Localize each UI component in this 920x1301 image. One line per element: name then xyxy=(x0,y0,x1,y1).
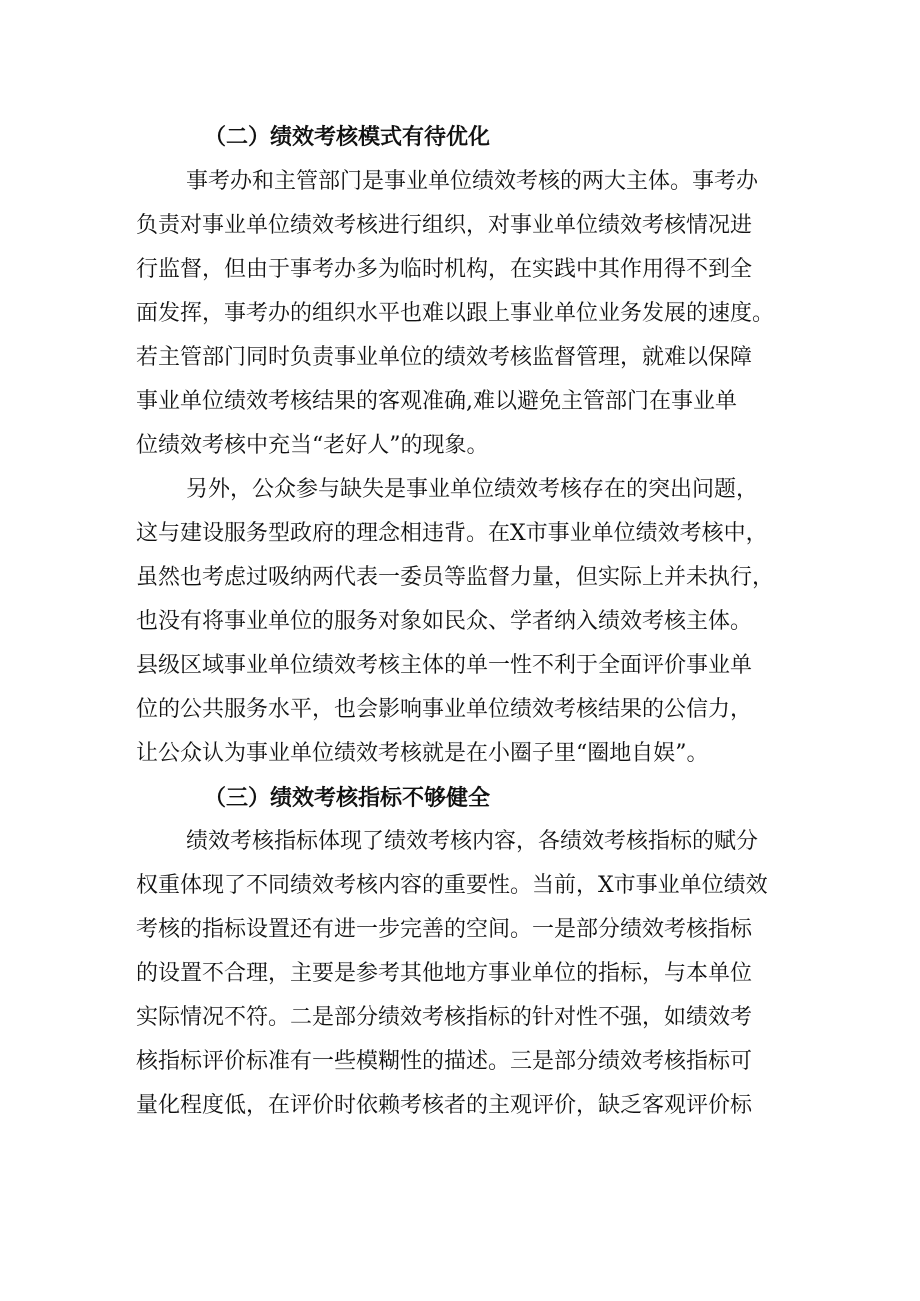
paragraph-line: 量化程度低，在评价时依赖考核者的主观评价，缺乏客观评价标 xyxy=(136,1093,753,1118)
paragraph-line: 权重体现了不同绩效考核内容的重要性。当前，X市事业单位绩效 xyxy=(136,873,768,898)
paragraph-line: 考核的指标设置还有进一步完善的空间。一是部分绩效考核指标 xyxy=(136,917,753,942)
section-heading-2: （二）绩效考核模式有待优化 xyxy=(204,124,491,150)
paragraph-line: 县级区域事业单位绩效考核主体的单一性不利于全面评价事业单 xyxy=(136,653,753,678)
paragraph-line: 若主管部门同时负责事业单位的绩效考核监督管理，就难以保障 xyxy=(136,345,753,370)
paragraph-line: 面发挥，事考办的组织水平也难以跟上事业单位业务发展的速度。 xyxy=(136,301,775,326)
paragraph-line: 事业单位绩效考核结果的客观准确,难以避免主管部门在事业单 xyxy=(136,389,737,414)
paragraph-line: 虽然也考虑过吸纳两代表一委员等监督力量，但实际上并未执行， xyxy=(136,565,775,590)
paragraph-line: 位绩效考核中充当“老好人”的现象。 xyxy=(136,433,489,458)
section-heading-3: （三）绩效考核指标不够健全 xyxy=(204,785,491,811)
paragraph-line: 这与建设服务型政府的理念相违背。在X市事业单位绩效考核中， xyxy=(136,521,768,546)
paragraph-line: 另外，公众参与缺失是事业单位绩效考核存在的突出问题， xyxy=(186,477,759,502)
paragraph-line: 绩效考核指标体现了绩效考核内容，各绩效考核指标的赋分 xyxy=(186,829,759,854)
paragraph-line: 负责对事业单位绩效考核进行组织，对事业单位绩效考核情况进 xyxy=(136,213,753,238)
paragraph-line: 位的公共服务水平，也会影响事业单位绩效考核结果的公信力， xyxy=(136,697,753,722)
paragraph-line: 核指标评价标准有一些模糊性的描述。三是部分绩效考核指标可 xyxy=(136,1049,753,1074)
paragraph-line: 让公众认为事业单位绩效考核就是在小圈子里“圈地自娱”。 xyxy=(136,741,709,766)
paragraph-line: 事考办和主管部门是事业单位绩效考核的两大主体。事考办 xyxy=(186,169,759,194)
paragraph-line: 行监督，但由于事考办多为临时机构，在实践中其作用得不到全 xyxy=(136,257,753,282)
paragraph-line: 也没有将事业单位的服务对象如民众、学者纳入绩效考核主体。 xyxy=(136,609,753,634)
paragraph-line: 实际情况不符。二是部分绩效考核指标的针对性不强，如绩效考 xyxy=(136,1005,753,1030)
paragraph-line: 的设置不合理，主要是参考其他地方事业单位的指标，与本单位 xyxy=(136,961,753,986)
